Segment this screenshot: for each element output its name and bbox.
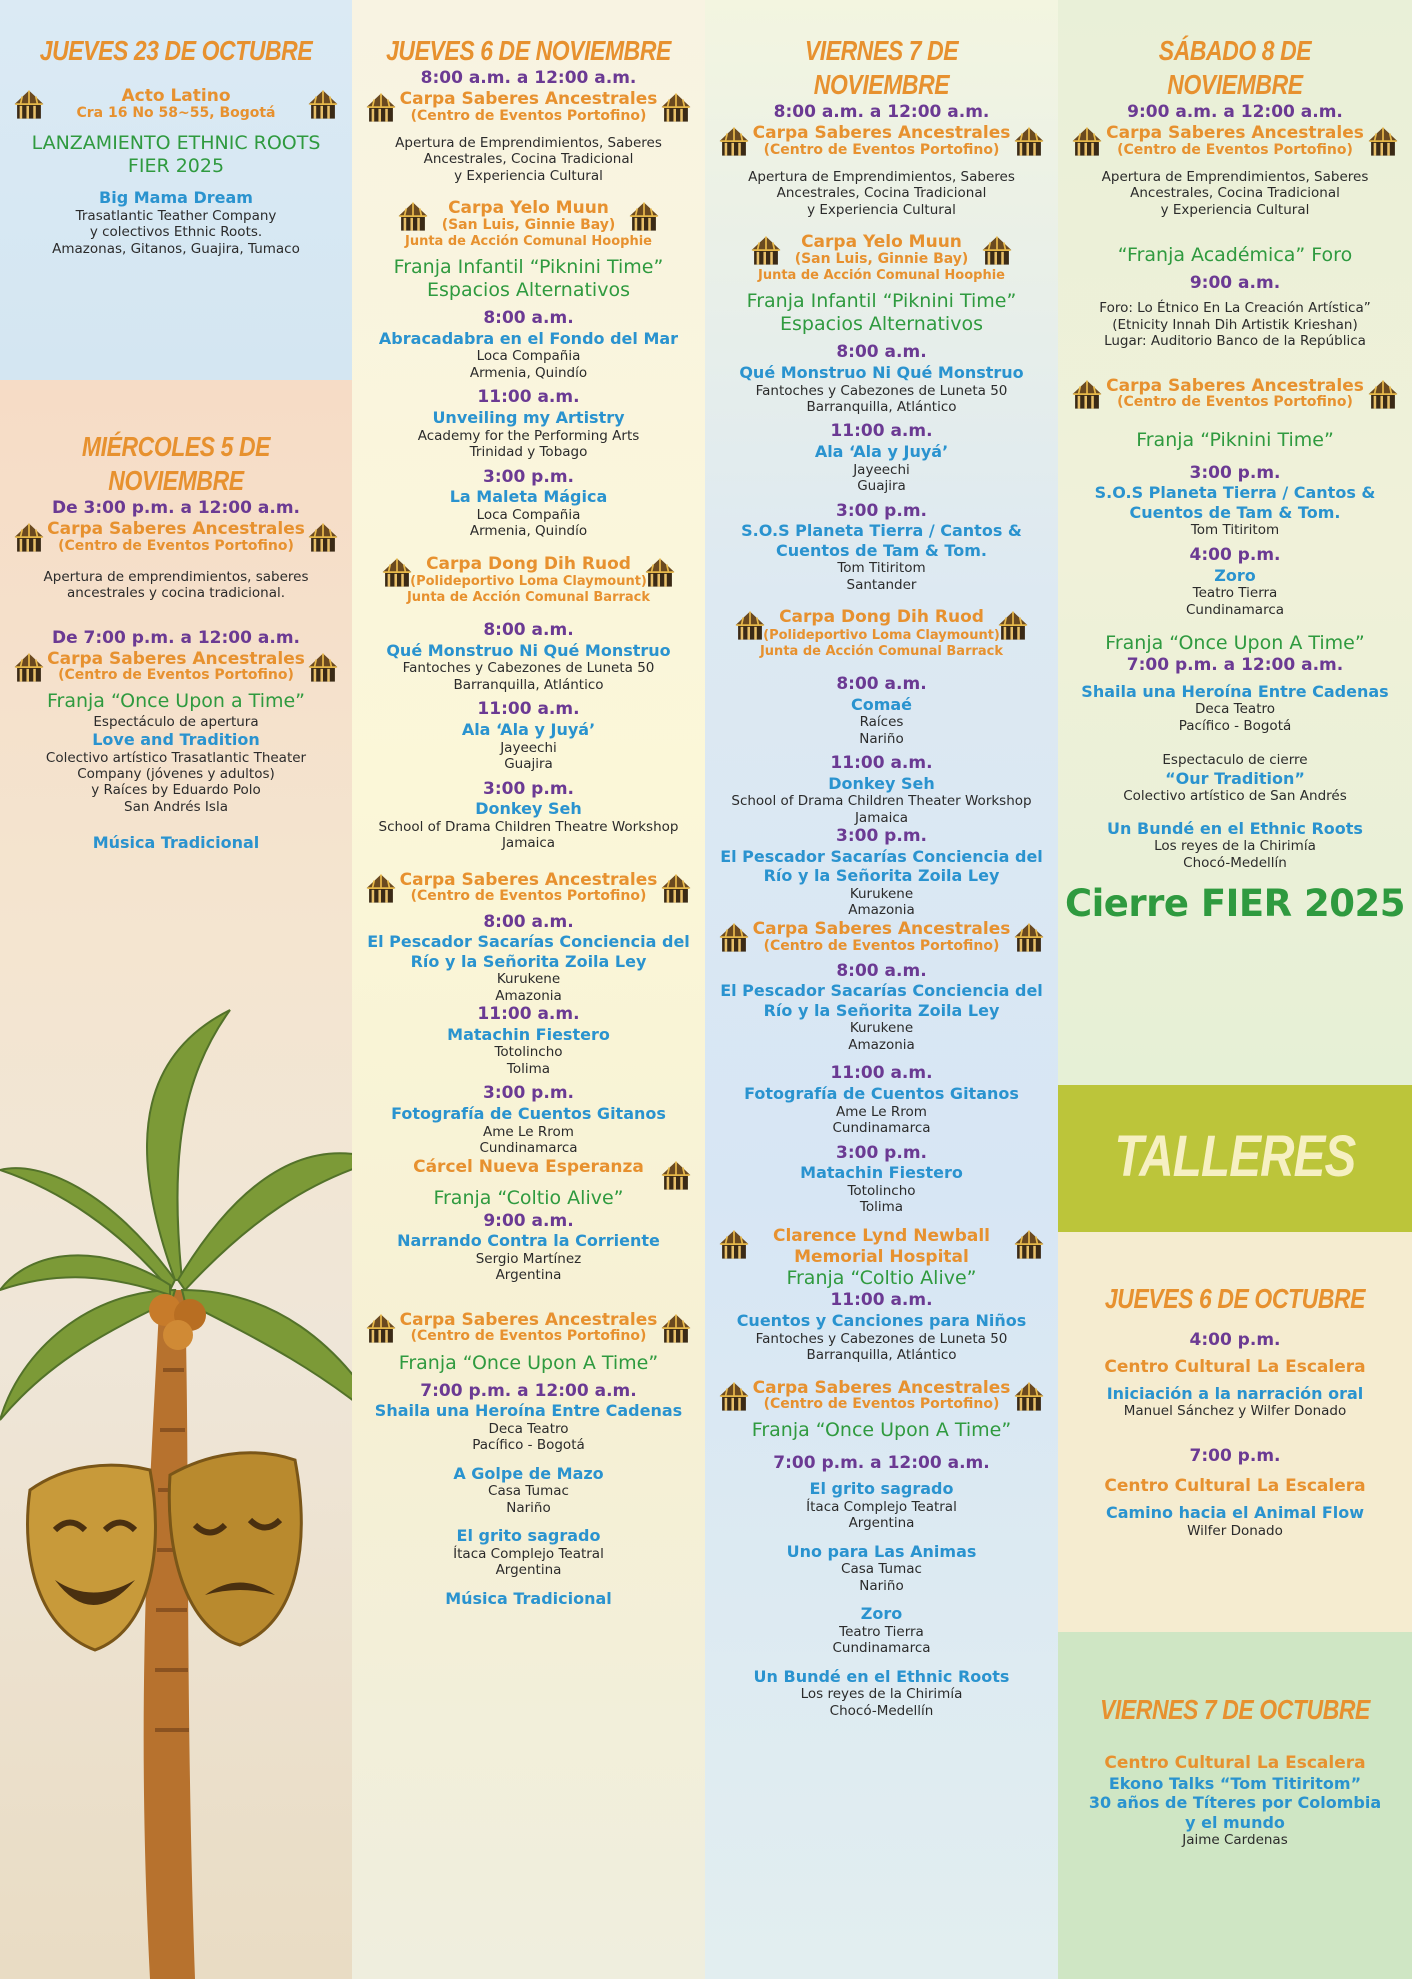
tent-icon bbox=[1070, 378, 1104, 412]
venue-row bbox=[352, 198, 705, 250]
venue-name: Carpa Saberes Ancestrales bbox=[399, 869, 658, 890]
show-company: Colectivo artístico de San Andrés bbox=[1123, 788, 1347, 805]
show-company: Los reyes de la Chirimía bbox=[1154, 838, 1316, 855]
talleres-heading: TALLERES bbox=[1114, 1124, 1356, 1189]
column-viernes-7-noviembre bbox=[705, 0, 1058, 1979]
show-origin: Tolima bbox=[859, 1199, 904, 1216]
tent-icon bbox=[306, 88, 340, 122]
description: y Experiencia Cultural bbox=[1160, 201, 1310, 218]
show-title: 30 años de Títeres por Colombia bbox=[1088, 1793, 1382, 1813]
show-origin: Nariño bbox=[859, 730, 904, 747]
show-title: Ala ‘Ala y Juyá’ bbox=[461, 720, 596, 740]
venue-row bbox=[705, 1378, 1058, 1414]
tent-icon bbox=[306, 651, 340, 685]
show-origin: Santander bbox=[846, 576, 917, 593]
tent-icon bbox=[1012, 1228, 1046, 1262]
show-origin: Argentina bbox=[848, 1515, 915, 1532]
show-origin: Argentina bbox=[495, 1562, 562, 1579]
venue-name: Carpa Saberes Ancestrales bbox=[399, 1309, 658, 1330]
show-title: Camino hacia el Animal Flow bbox=[1105, 1503, 1365, 1523]
time-range: 7:00 p.m. a 12:00 a.m. bbox=[420, 1380, 637, 1401]
closing-headline: Cierre FIER 2025 bbox=[1064, 882, 1406, 926]
show-origin: Pacífico - Bogotá bbox=[1178, 717, 1292, 734]
venue-row bbox=[705, 607, 1058, 659]
venue-name: Carpa Saberes Ancestrales bbox=[1106, 375, 1364, 396]
show-origin: Cundinamarca bbox=[832, 1640, 931, 1657]
venue-name: Carpa Saberes Ancestrales bbox=[752, 1377, 1011, 1398]
show-company: Totolincho bbox=[494, 1044, 563, 1061]
venue-name: Carpa Dong Dih Ruod bbox=[426, 553, 631, 574]
show-title: y el mundo bbox=[1185, 1812, 1285, 1832]
franja-heading: Franja “Once Upon A Time” bbox=[751, 1419, 1012, 1442]
time: 8:00 a.m. bbox=[836, 342, 927, 363]
show-origin: Nariño bbox=[506, 1499, 551, 1516]
launch-headline-2: FIER 2025 bbox=[127, 155, 225, 178]
show-title: Matachin Fiestero bbox=[447, 1024, 610, 1044]
venue-sub: (Centro de Eventos Portofino) bbox=[410, 888, 647, 905]
show-origin: Armenia, Quindío bbox=[469, 364, 588, 381]
show-title: Río y la Señorita Zoila Ley bbox=[763, 1000, 1000, 1020]
venue-row bbox=[352, 1310, 705, 1346]
tent-icon bbox=[996, 609, 1030, 643]
show-origin: Barranquilla, Atlántico bbox=[806, 399, 957, 415]
show-title: El Pescador Sacarías Conciencia del bbox=[720, 846, 1043, 866]
tent-icon bbox=[627, 200, 661, 234]
venue-sub: (San Luis, Ginnie Bay) bbox=[794, 251, 969, 267]
show-origin: Amazonia bbox=[848, 1036, 915, 1053]
show-title: Matachin Fiestero bbox=[800, 1163, 963, 1183]
show-company: Casa Tumac bbox=[841, 1561, 922, 1578]
show-title: El Pescador Sacarías Conciencia del bbox=[367, 932, 690, 952]
show-company: Kurukene bbox=[849, 885, 914, 902]
venue-row bbox=[352, 870, 705, 906]
show-title: Qué Monstruo Ni Qué Monstruo bbox=[739, 363, 1024, 383]
time-range: 8:00 a.m. a 12:00 a.m. bbox=[773, 102, 990, 123]
time: 8:00 a.m. bbox=[483, 308, 574, 329]
time: 11:00 a.m. bbox=[477, 699, 580, 720]
tent-icon bbox=[980, 234, 1014, 268]
franja-heading: Franja “Piknini Time” bbox=[1136, 429, 1334, 452]
franja-heading: Franja “Coltio Alive” bbox=[433, 1187, 624, 1210]
tent-icon bbox=[364, 91, 398, 125]
franja-heading: Franja Infantil “Piknini Time” bbox=[393, 255, 664, 278]
show-title: Narrando Contra la Corriente bbox=[397, 1231, 660, 1251]
show-company: Loca Compañia bbox=[476, 348, 581, 365]
show-title: Un Bundé en el Ethnic Roots bbox=[1107, 818, 1363, 838]
time: 3:00 p.m. bbox=[835, 826, 927, 847]
viernes-7-section bbox=[705, 34, 1058, 1719]
tent-icon bbox=[396, 200, 430, 234]
show-origin: Jamaica bbox=[501, 835, 556, 852]
show-title: Iniciación a la narración oral bbox=[1106, 1383, 1364, 1403]
tent-icon bbox=[12, 88, 46, 122]
description: y Experiencia Cultural bbox=[454, 167, 603, 184]
show-title: Río y la Señorita Zoila Ley bbox=[410, 951, 647, 971]
venue-row bbox=[0, 86, 352, 122]
show-origin: Chocó-Medellín bbox=[1183, 854, 1287, 871]
show-company: Jaime Cardenas bbox=[1182, 1832, 1288, 1849]
time: 3:00 p.m. bbox=[482, 778, 574, 799]
venue-sub: (Centro de Eventos Portofino) bbox=[1117, 394, 1353, 411]
show-company: Tom Titiritom bbox=[1190, 522, 1280, 539]
show-title: Cuentos de Tam & Tom. bbox=[776, 540, 987, 560]
show-company: Loca Compañia bbox=[476, 506, 581, 523]
tent-icon bbox=[659, 91, 693, 125]
show-title: Love and Tradition bbox=[92, 729, 260, 749]
sabado-8-section bbox=[1058, 34, 1412, 926]
show-company: Teatro Tierra bbox=[1192, 585, 1278, 602]
venue-name: Centro Cultural La Escalera bbox=[1104, 1753, 1366, 1774]
venue-row bbox=[705, 123, 1058, 159]
date-heading: VIERNES 7 DE OCTUBRE bbox=[1100, 1694, 1370, 1725]
venue-sub: (Polideportivo Loma Claymount) bbox=[410, 574, 647, 590]
show-title: A Golpe de Mazo bbox=[453, 1463, 604, 1483]
venue-sub: Junta de Acción Comunal Barrack bbox=[406, 590, 651, 606]
column-jueves-6-noviembre bbox=[352, 0, 705, 1979]
tent-icon bbox=[364, 872, 398, 906]
description: Espectáculo de apertura bbox=[93, 713, 259, 730]
show-company: Ame Le Rrom bbox=[483, 1123, 574, 1140]
show-title: Río y la Señorita Zoila Ley bbox=[763, 866, 1000, 886]
show-title: La Maleta Mágica bbox=[449, 487, 608, 507]
show-title: Música Tradicional bbox=[92, 833, 260, 853]
description: y Experiencia Cultural bbox=[807, 201, 956, 218]
palm-and-masks-illustration bbox=[0, 990, 352, 1979]
time: 11:00 a.m. bbox=[830, 1063, 933, 1084]
time: 9:00 a.m. bbox=[1189, 273, 1281, 294]
venue-row bbox=[705, 1226, 1058, 1267]
tent-icon bbox=[659, 1312, 693, 1346]
time: 4:00 p.m. bbox=[1189, 544, 1281, 565]
description: Apertura de Emprendimientos, Saberes bbox=[395, 134, 662, 151]
show-company: Deca Teatro bbox=[488, 1420, 569, 1437]
talleres-jueves-section bbox=[1058, 1282, 1412, 1539]
time: 11:00 a.m. bbox=[830, 1290, 933, 1311]
venue-name: Carpa Saberes Ancestrales bbox=[752, 918, 1011, 939]
talleres-heading-block bbox=[1058, 1122, 1412, 1193]
launch-headline: LANZAMIENTO ETHNIC ROOTS bbox=[31, 131, 321, 154]
description: Ancestrales, Cocina Tradicional bbox=[1130, 185, 1340, 202]
show-company: Manuel Sánchez y Wilfer Donado bbox=[1123, 1403, 1347, 1420]
venue-name: Centro Cultural La Escalera bbox=[1104, 1476, 1366, 1497]
venue-sub: Junta de Acción Comunal Hoophie bbox=[404, 233, 652, 249]
venue-row bbox=[0, 649, 352, 685]
venue-name: Cárcel Nueva Esperanza bbox=[413, 1156, 644, 1177]
venue-sub: (Centro de Eventos Portofino) bbox=[410, 107, 647, 124]
date-heading: JUEVES 6 DE NOVIEMBRE bbox=[386, 35, 671, 66]
show-origin: Cundinamarca bbox=[479, 1140, 578, 1157]
show-company: Jayeechi bbox=[500, 739, 557, 756]
show-title: Cuentos de Tam & Tom. bbox=[1129, 502, 1341, 522]
tent-icon bbox=[306, 521, 340, 555]
show-origin: Armenia, Quindío bbox=[469, 523, 588, 540]
tent-icon bbox=[659, 1159, 693, 1193]
show-title: Zoro bbox=[1214, 565, 1256, 585]
show-origin: Guajira bbox=[857, 478, 906, 495]
venue-name: Carpa Saberes Ancestrales bbox=[47, 519, 305, 540]
time: 8:00 a.m. bbox=[836, 673, 927, 694]
tent-icon bbox=[1012, 125, 1046, 159]
show-title: Ala ‘Ala y Juyá’ bbox=[814, 442, 949, 462]
tent-icon bbox=[364, 1312, 398, 1346]
show-title: Fotografía de Cuentos Gitanos bbox=[744, 1084, 1019, 1104]
show-title: Un Bundé en el Ethnic Roots bbox=[753, 1666, 1010, 1686]
show-origin: Amazonia bbox=[848, 902, 915, 919]
show-title: Donkey Seh bbox=[828, 773, 935, 793]
show-company: Colectivo artístico Trasatlantic Theater bbox=[45, 749, 307, 766]
show-title: Cuentos y Canciones para Niños bbox=[736, 1311, 1027, 1331]
column-jueves-23-miercoles-5 bbox=[0, 0, 352, 1979]
time: 8:00 a.m. bbox=[483, 620, 574, 641]
show-company: School of Drama Children Theatre Workshop bbox=[378, 818, 679, 835]
venue-row bbox=[705, 232, 1058, 284]
venue-name: Carpa Saberes Ancestrales bbox=[752, 123, 1011, 144]
venue-sub: (San Luis, Ginnie Bay) bbox=[441, 216, 616, 233]
show-company: Fantoches y Cabezones de Luneta 50 bbox=[402, 660, 655, 677]
show-origin: Barranquilla, Atlántico bbox=[806, 1347, 957, 1364]
franja-heading: Franja “Coltio Alive” bbox=[786, 1267, 977, 1290]
show-title: Abracadabra en el Fondo del Mar bbox=[378, 328, 679, 348]
show-company: School of Drama Children Theater Workshop bbox=[731, 793, 1032, 810]
venue-name: Clarence Lynd Newball bbox=[772, 1225, 991, 1246]
time: 3:00 p.m. bbox=[1189, 462, 1281, 483]
time: 11:00 a.m. bbox=[477, 1004, 580, 1025]
tent-icon bbox=[717, 921, 751, 955]
franja-heading: Espacios Alternativos bbox=[427, 278, 630, 301]
show-title: Shaila una Heroína Entre Cadenas bbox=[1081, 681, 1389, 701]
show-title: El Pescador Sacarías Conciencia del bbox=[720, 981, 1043, 1001]
tent-icon bbox=[659, 872, 693, 906]
franja-heading: Franja Infantil “Piknini Time” bbox=[746, 289, 1017, 312]
tent-icon bbox=[12, 521, 46, 555]
description: Apertura de Emprendimientos, Saberes bbox=[748, 168, 1015, 185]
show-company: Los reyes de la Chirimía bbox=[800, 1686, 963, 1703]
show-title: El grito sagrado bbox=[456, 1526, 601, 1546]
jueves-23-section bbox=[0, 34, 352, 257]
show-origin: Trinidad y Tobago bbox=[469, 444, 588, 461]
venue-sub: Junta de Acción Comunal Hoophie bbox=[757, 268, 1005, 284]
show-company: Sergio Martínez bbox=[475, 1250, 582, 1267]
tent-icon bbox=[1070, 125, 1104, 159]
show-company: Fantoches y Cabezones de Luneta 50 bbox=[755, 1330, 1008, 1347]
time: 11:00 a.m. bbox=[830, 421, 933, 442]
date-heading: VIERNES 7 DE NOVIEMBRE bbox=[804, 35, 959, 101]
tent-icon bbox=[717, 1228, 751, 1262]
venue-sub: (Centro de Eventos Portofino) bbox=[410, 1328, 647, 1345]
tent-icon bbox=[717, 125, 751, 159]
date-heading: SÁBADO 8 DE NOVIEMBRE bbox=[1158, 35, 1312, 101]
show-origin: Jamaica bbox=[854, 809, 909, 826]
tent-icon bbox=[717, 1380, 751, 1414]
venue-name: Memorial Hospital bbox=[794, 1246, 969, 1267]
show-company: Fantoches y Cabezones de Luneta 50 bbox=[755, 382, 1008, 399]
time: 3:00 p.m. bbox=[482, 466, 574, 487]
description: ancestrales y cocina tradicional. bbox=[66, 585, 286, 602]
show-title: Música Tradicional bbox=[445, 1588, 612, 1608]
venue-sub: (Centro de Eventos Portofino) bbox=[58, 667, 294, 684]
show-origin: Barranquilla, Atlántico bbox=[453, 676, 604, 693]
tent-icon bbox=[1366, 378, 1400, 412]
show-origin: Argentina bbox=[495, 1267, 562, 1284]
talleres-viernes-section bbox=[1058, 1693, 1412, 1849]
time-range: 9:00 a.m. a 12:00 a.m. bbox=[1127, 102, 1343, 123]
venue-row bbox=[0, 519, 352, 555]
venue-row bbox=[352, 89, 705, 125]
venue-sub: Junta de Acción Comunal Barrack bbox=[759, 643, 1004, 659]
time-range: 8:00 a.m. a 12:00 a.m. bbox=[420, 68, 637, 89]
show-origin: Cundinamarca bbox=[1185, 601, 1285, 618]
venue-name: Acto Latino bbox=[121, 86, 231, 107]
show-company: Raíces bbox=[859, 714, 904, 731]
venue-sub: (Centro de Eventos Portofino) bbox=[1117, 141, 1353, 158]
show-origin: Nariño bbox=[859, 1577, 904, 1594]
show-origin: Amazonas, Gitanos, Guajira, Tumaco bbox=[52, 240, 300, 257]
show-company: Ame Le Rrom bbox=[836, 1103, 927, 1120]
venue-name: Centro Cultural La Escalera bbox=[1104, 1356, 1366, 1377]
description: Ancestrales, Cocina Tradicional bbox=[776, 185, 987, 202]
show-company: y Raíces by Eduardo Polo bbox=[91, 782, 261, 799]
venue-name: Carpa Yelo Muun bbox=[448, 198, 609, 219]
show-company: Trasatlantic Teather Company bbox=[75, 207, 277, 224]
show-title: Ekono Talks “Tom Titiritom” bbox=[1108, 1773, 1362, 1793]
show-company: Totolincho bbox=[847, 1182, 916, 1199]
show-title: Comaé bbox=[850, 694, 913, 714]
time: 3:00 p.m. bbox=[835, 1142, 927, 1163]
show-origin: Amazonia bbox=[495, 987, 562, 1004]
show-company: Ítaca Complejo Teatral bbox=[806, 1498, 957, 1515]
venue-row bbox=[352, 554, 705, 606]
show-company: Jayeechi bbox=[853, 461, 910, 478]
venue-sub: (Centro de Eventos Portofino) bbox=[58, 537, 294, 554]
date-heading: JUEVES 23 DE OCTUBRE bbox=[39, 35, 313, 66]
show-title: Big Mama Dream bbox=[99, 188, 253, 208]
time-range: De 7:00 p.m. a 12:00 a.m. bbox=[51, 627, 300, 648]
time-range: 7:00 p.m. a 12:00 a.m. bbox=[773, 1452, 990, 1473]
venue-name: Carpa Saberes Ancestrales bbox=[1106, 123, 1364, 144]
description: Foro: Lo Étnico En La Creación Artística” bbox=[1099, 300, 1371, 317]
venue-name: Carpa Saberes Ancestrales bbox=[47, 648, 305, 669]
show-origin: Guajira bbox=[504, 756, 553, 773]
venue-sub: (Centro de Eventos Portofino) bbox=[763, 1396, 1000, 1413]
show-origin: Cundinamarca bbox=[832, 1120, 931, 1137]
tent-icon bbox=[380, 556, 414, 590]
time: 8:00 a.m. bbox=[483, 911, 574, 932]
time: 11:00 a.m. bbox=[477, 387, 580, 408]
show-title: El grito sagrado bbox=[809, 1479, 954, 1499]
show-company: y colectivos Ethnic Roots. bbox=[89, 224, 263, 241]
tent-icon bbox=[1366, 125, 1400, 159]
show-company: Kurukene bbox=[849, 1020, 914, 1037]
show-title: S.O.S Planeta Tierra / Cantos & bbox=[741, 521, 1022, 541]
venue-name: Carpa Saberes Ancestrales bbox=[399, 88, 658, 109]
description: Apertura de emprendimientos, saberes bbox=[43, 568, 309, 585]
franja-heading: Espacios Alternativos bbox=[780, 313, 983, 336]
show-company: Academy for the Performing Arts bbox=[417, 427, 640, 444]
description: Espectaculo de cierre bbox=[1162, 752, 1308, 769]
description: Ancestrales, Cocina Tradicional bbox=[423, 151, 634, 168]
description: Apertura de Emprendimientos, Saberes bbox=[1101, 168, 1369, 185]
time-range: De 3:00 p.m. a 12:00 a.m. bbox=[51, 498, 300, 519]
show-origin: Tolima bbox=[506, 1060, 551, 1077]
time: 4:00 p.m. bbox=[1189, 1330, 1281, 1351]
tent-icon bbox=[12, 651, 46, 685]
show-company: Tom Titiritom bbox=[837, 560, 926, 577]
show-title: Donkey Seh bbox=[475, 799, 582, 819]
venue-sub: (Centro de Eventos Portofino) bbox=[763, 141, 1000, 158]
venue-row bbox=[352, 1157, 705, 1178]
franja-heading: “Franja Académica” Foro bbox=[1117, 244, 1353, 267]
show-company: Ítaca Complejo Teatral bbox=[453, 1545, 604, 1562]
time: 8:00 a.m. bbox=[836, 960, 927, 981]
show-title: Shaila una Heroína Entre Cadenas bbox=[374, 1401, 683, 1421]
show-company: Teatro Tierra bbox=[839, 1623, 924, 1640]
show-company: Deca Teatro bbox=[1194, 701, 1276, 718]
show-company: Wilfer Donado bbox=[1187, 1522, 1283, 1539]
show-company: Company (jóvenes y adultos) bbox=[77, 765, 275, 782]
venue-row bbox=[1058, 376, 1412, 412]
show-origin: Chocó-Medellín bbox=[829, 1702, 934, 1719]
venue-row bbox=[705, 919, 1058, 955]
show-company: Kurukene bbox=[496, 971, 561, 988]
show-origin: Pacífico - Bogotá bbox=[472, 1437, 585, 1454]
franja-heading: Franja “Once Upon A Time” bbox=[398, 1351, 659, 1374]
tent-icon bbox=[1012, 1380, 1046, 1414]
tent-icon bbox=[1012, 921, 1046, 955]
time: 9:00 a.m. bbox=[483, 1210, 574, 1231]
time: 7:00 p.m. bbox=[1189, 1445, 1281, 1466]
time: 3:00 p.m. bbox=[835, 500, 927, 521]
tent-icon bbox=[749, 234, 783, 268]
time: 11:00 a.m. bbox=[830, 753, 933, 773]
show-origin: San Andrés Isla bbox=[124, 798, 228, 815]
show-title: Zoro bbox=[860, 1604, 903, 1624]
date-heading: JUEVES 6 DE OCTUBRE bbox=[1104, 1283, 1366, 1314]
venue-sub: (Polideportivo Loma Claymount) bbox=[763, 628, 1000, 644]
tent-icon bbox=[643, 556, 677, 590]
show-title: S.O.S Planeta Tierra / Cantos & bbox=[1094, 483, 1376, 503]
show-title: Qué Monstruo Ni Qué Monstruo bbox=[386, 640, 671, 660]
venue-address: Cra 16 No 58~55, Bogotá bbox=[76, 104, 276, 121]
venue-name: Carpa Yelo Muun bbox=[801, 232, 962, 253]
description: (Etnicity Innah Dih Artistik Krieshan) bbox=[1112, 316, 1358, 333]
show-company: Casa Tumac bbox=[488, 1483, 569, 1500]
show-title: “Our Tradition” bbox=[1165, 768, 1305, 788]
time: 3:00 p.m. bbox=[482, 1083, 574, 1104]
show-title: Uno para Las Animas bbox=[786, 1541, 977, 1561]
show-title: Unveiling my Artistry bbox=[432, 408, 625, 428]
column-sabado-8-talleres bbox=[1058, 0, 1412, 1979]
venue-sub: (Centro de Eventos Portofino) bbox=[763, 937, 1000, 954]
franja-heading: Franja “Once Upon a Time” bbox=[46, 690, 306, 713]
jueves-6-section bbox=[352, 34, 705, 1608]
time-range: 7:00 p.m. a 12:00 a.m. bbox=[1126, 655, 1344, 676]
date-heading: MIÉRCOLES 5 DE NOVIEMBRE bbox=[81, 431, 271, 497]
miercoles-5-section bbox=[0, 430, 352, 853]
venue-row bbox=[1058, 123, 1412, 159]
show-title: Fotografía de Cuentos Gitanos bbox=[391, 1104, 666, 1124]
description: Lugar: Auditorio Banco de la República bbox=[1104, 333, 1366, 350]
franja-heading: Franja “Once Upon A Time” bbox=[1105, 631, 1365, 654]
venue-name: Carpa Dong Dih Ruod bbox=[779, 607, 984, 628]
tent-icon bbox=[733, 609, 767, 643]
